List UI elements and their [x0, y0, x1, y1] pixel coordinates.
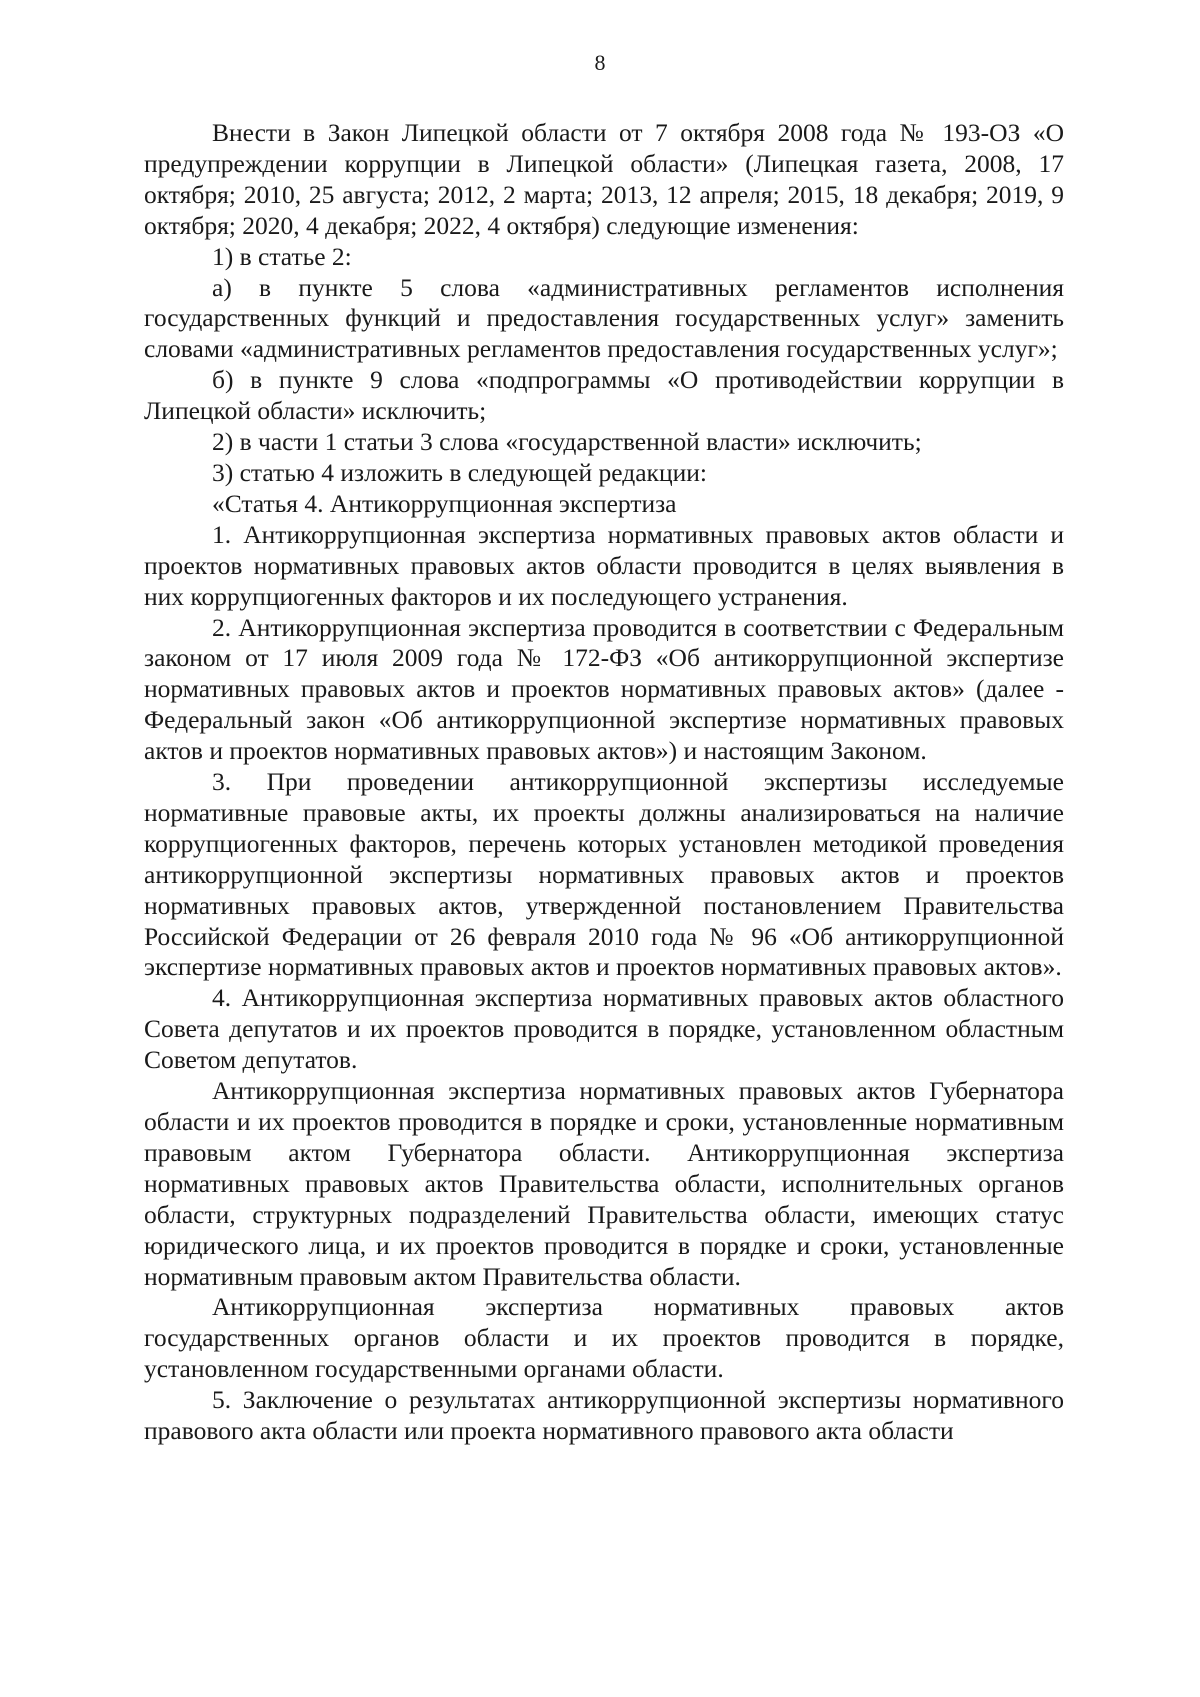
article-clause-5: 5. Заключение о результатах антикоррупционной экспертизы нормативного правового акта области или проекта нормативного правового акта области [144, 1385, 1064, 1446]
paragraph-item-3: 3) статью 4 изложить в следующей редакции: [212, 457, 707, 487]
paragraph-item-1b: б) в пункте 9 слова «подпрограммы «О противодействии коррупции в Липецкой области» исключить; [144, 365, 1064, 426]
document-body [144, 118, 1064, 1447]
paragraph-item-2: 2) в части 1 статьи 3 слова «государственной власти» исключить; [212, 427, 922, 457]
article-clause-3: 3. При проведении антикоррупционной экспертизы исследуемые нормативные правовые акты, их проекты должны анализироваться на наличие коррупциогенных факторов, перечень которых установлен методикой проведения антикоррупционной экспертизы нормативных правовых актов и проектов нормативных правовых актов, утвержденной постановлением Правительства Российской Федерации от 26 февраля 2010 года № 96 «Об антикоррупционной экспертизе нормативных правовых актов и проектов нормативных правовых актов». [144, 767, 1064, 982]
paragraph-item-1a: а) в пункте 5 слова «административных регламентов исполнения государственных функций и предоставления государственных услуг» заменить словами «административных регламентов предоставления государственных услуг»; [144, 272, 1064, 364]
article-clause-4: 4. Антикоррупционная экспертиза нормативных правовых актов областного Совета депутатов и их проектов проводится в порядке, установленном областным Советом депутатов. [144, 983, 1064, 1075]
paragraph-intro: Внести в Закон Липецкой области от 7 октября 2008 года № 193-ОЗ «О предупреждении коррупции в Липецкой области» (Липецкая газета, 2008, 17 октября; 2010, 25 августа; 2012, 2 марта; 2013, 12 апреля; 2015, 18 декабря; 2019, 9 октября; 2020, 4 декабря; 2022, 4 октября) следующие изменения: [144, 118, 1064, 240]
article-heading: «Статья 4. Антикоррупционная экспертиза [212, 488, 677, 518]
article-clause-4-state-bodies: Антикоррупционная экспертиза нормативных правовых актов государственных органов области и их проектов проводится в порядке, установленном государственными органами области. [144, 1292, 1064, 1384]
paragraph-item-1: 1) в статье 2: [212, 241, 352, 271]
article-clause-1: 1. Антикоррупционная экспертиза нормативных правовых актов области и проектов нормативных правовых актов области проводится в целях выявления в них коррупциогенных факторов и их последующего устранения. [144, 519, 1064, 611]
article-clause-2: 2. Антикоррупционная экспертиза проводится в соответствии с Федеральным законом от 17 июля 2009 года № 172-ФЗ «Об антикоррупционной экспертизе нормативных правовых актов и проектов нормативных правовых актов» (далее - Федеральный закон «Об антикоррупционной экспертизе нормативных правовых актов и проектов нормативных правовых актов») и настоящим Законом. [144, 612, 1064, 766]
article-clause-4-governor: Антикоррупционная экспертиза нормативных правовых актов Губернатора области и их проектов проводится в порядке и сроки, установленные нормативным правовым актом Губернатора области. Антикоррупционная экспертиза нормативных правовых актов Правительства области, исполнительных органов области, структурных подразделений Правительства области, имеющих статус юридического лица, и их проектов проводится в порядке и сроки, установленные нормативным правовым актом Правительства области. [144, 1076, 1064, 1291]
page-number: 8 [594, 50, 606, 75]
